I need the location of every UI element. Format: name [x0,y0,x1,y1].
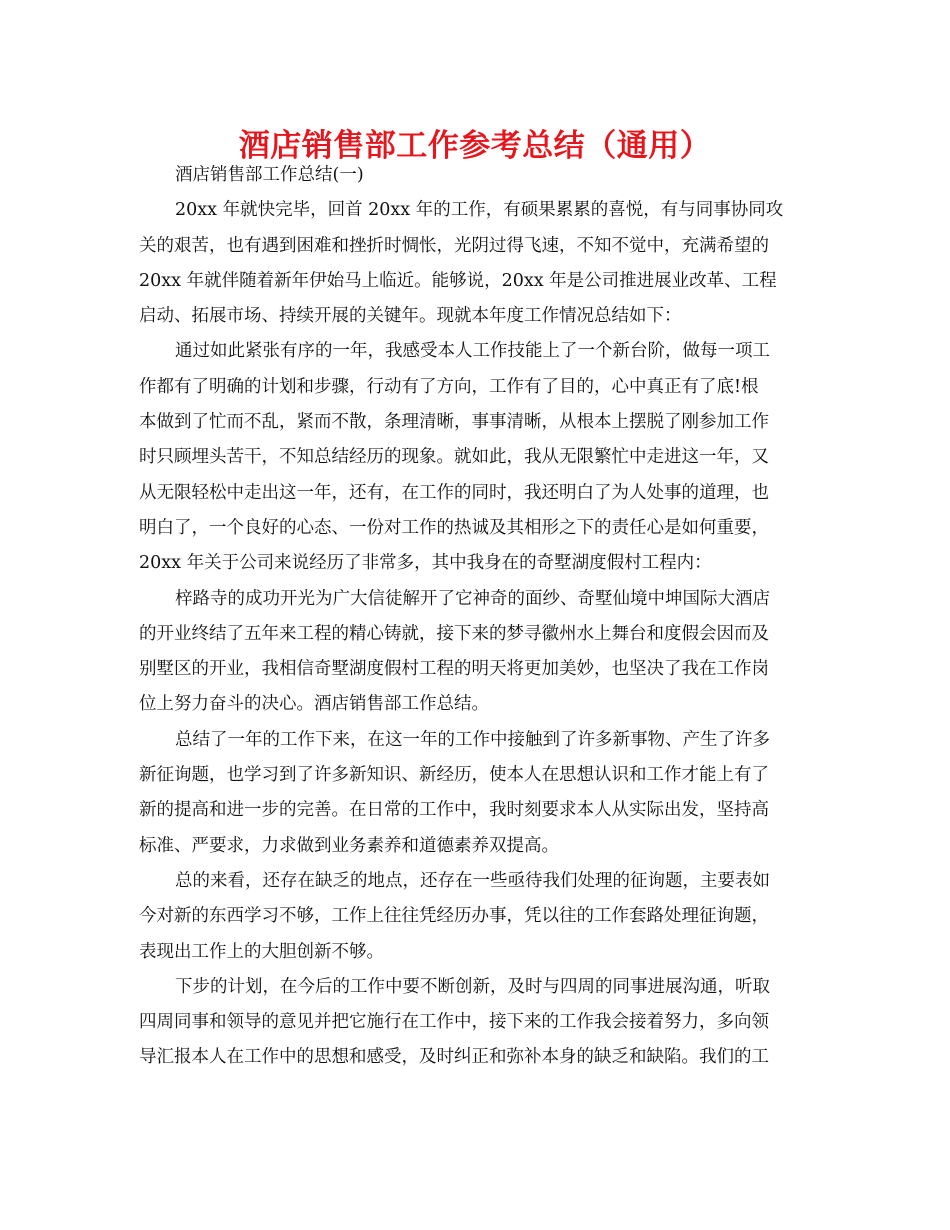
text-line: 四周同事和领导的意见并把它施行在工作中，接下来的工作我会接着努力，多向领 [139,1012,769,1033]
text-line: 表现出工作上的大胆创新不够。 [139,941,384,962]
text-line: 20xx 年就伴随着新年伊始马上临近。能够说，20xx 年是公司推进展业改革、工程 [139,270,777,291]
text-line: 新的提高和进一步的完善。在日常的工作中，我时刻要求本人从实际出发，坚持高 [139,800,769,821]
text-line: 20xx 年关于公司来说经历了非常多，其中我身在的奇墅湖度假村工程内： [139,553,712,574]
text-line: 通过如此紧张有序的一年，我感受本人工作技能上了一个新台阶，做每一项工 [175,341,770,362]
text-line: 从无限轻松中走出这一年，还有，在工作的同时，我还明白了为人处事的道理，也 [139,482,769,503]
text-line: 明白了，一个良好的心态、一份对工作的热诚及其相形之下的责任心是如何重要， [139,517,769,538]
text-line: 关的艰苦，也有遇到困难和挫折时惆怅，光阴过得飞速，不知不觉中，充满希望的 [139,235,769,256]
document-title: 酒店销售部工作参考总结（通用） [238,128,712,164]
text-line: 今对新的东西学习不够，工作上往往凭经历办事，凭以往的工作套路处理征询题， [139,906,769,927]
text-line: 启动、拓展市场、持续开展的关键年。现就本年度工作情况总结如下： [139,306,682,327]
text-line: 时只顾埋头苦干，不知总结经历的现象。就如此，我从无限繁忙中走进这一年，又 [139,447,769,468]
text-line: 本做到了忙而不乱，紧而不散，条理清晰，事事清晰，从根本上摆脱了刚参加工作 [139,412,769,433]
text-line: 总结了一年的工作下来，在这一年的工作中接触到了许多新事物、产生了许多 [175,729,770,750]
text-line: 导汇报本人在工作中的思想和感受，及时纠正和弥补本身的缺乏和缺陷。我们的工 [139,1047,769,1068]
text-line: 新征询题，也学习到了许多新知识、新经历，使本人在思想认识和工作才能上有了 [139,765,769,786]
text-line: 下步的计划，在今后的工作中要不断创新，及时与四周的同事进展沟通，听取 [175,976,770,997]
text-line: 作都有了明确的计划和步骤，行动有了方向，工作有了目的，心中真正有了底!根 [139,376,759,397]
text-line: 标准、严要求，力求做到业务素养和道德素养双提高。 [139,835,559,856]
text-line: 梓路寺的成功开光为广大信徒解开了它神奇的面纱、奇墅仙境中坤国际大酒店 [175,588,770,609]
text-line: 酒店销售部工作总结(一) [175,165,364,185]
text-line: 的开业终结了五年来工程的精心铸就，接下来的梦寻徽州水上舞台和度假会因而及 [139,623,769,644]
text-line: 20xx 年就快完毕，回首 20xx 年的工作，有硕果累累的喜悦，有与同事协同攻 [175,200,784,221]
text-line: 位上努力奋斗的决心。酒店销售部工作总结。 [139,694,489,715]
text-line: 总的来看，还存在缺乏的地点，还存在一些亟待我们处理的征询题，主要表如 [175,870,770,891]
text-line: 别墅区的开业，我相信奇墅湖度假村工程的明天将更加美妙，也坚决了我在工作岗 [139,659,769,680]
document-body [139,158,819,1076]
